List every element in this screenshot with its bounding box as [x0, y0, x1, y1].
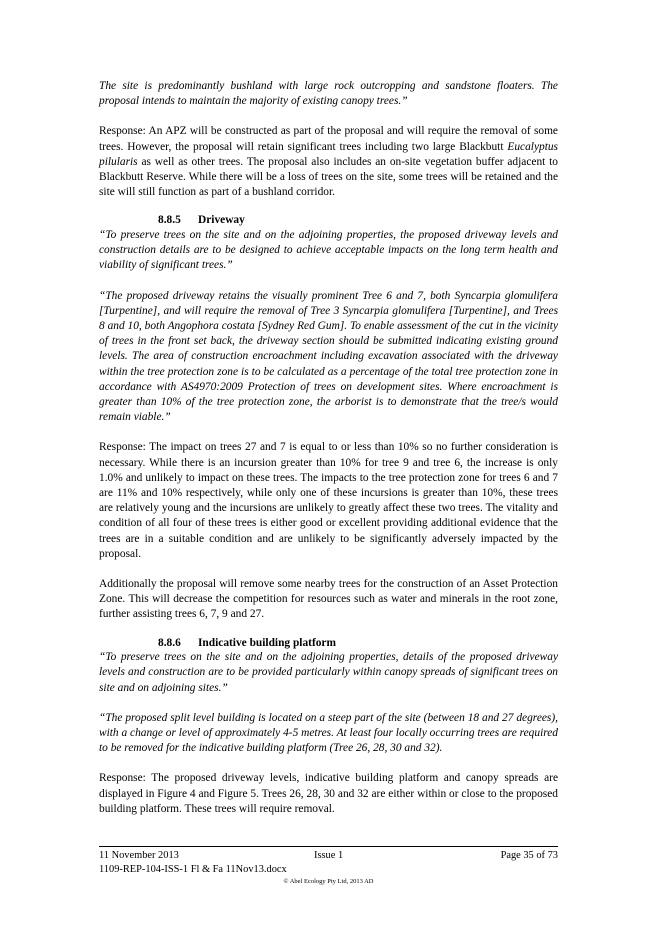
response-text-part2: as well as other trees. The proposal also includes an on-site vegetation buffer adjacent to Blackbutt Reserve. While there will be a loss of trees on the site, some trees will be retained and the site will still function as part of a bushland corridor.	[99, 155, 558, 199]
driveway-quote: “The proposed driveway retains the visually prominent Tree 6 and 7, both Syncarpia glomulifera [Turpentine], and will require the removal of Tree 3 Syncarpia glomulifera [Turpentine], and Trees 8 and 10, both Angophora costata [Sydney Red Gum]. To enable assessment of the cut in the vicinity of trees in the front set back, the driveway section should be submitted indicating existing ground levels. The area of construction encroachment including excavation associated with the driveway within the tree protection zone is to be calculated as a percentage of the total tree protection zone in accordance with AS4970:2009 Protection of trees on development sites. Where encroachment is greater than 10% of the tree protection zone, the arborist is to demonstrate that the tree/s would remain viable.”	[99, 289, 558, 424]
building-response: Response: The proposed driveway levels, indicative building platform and canopy spreads are displayed in Figure 4 and Figure 5. Trees 26, 28, 30 and 32 are either within or close to the proposed building platform. These trees will require removal.	[99, 772, 558, 815]
footer-filename: 1109-REP-104-ISS-1 Fl & Fa 11Nov13.docx	[99, 864, 287, 875]
section-heading-driveway	[99, 213, 558, 228]
section-heading-building-platform	[99, 636, 558, 651]
driveway-response: Response: The impact on trees 27 and 7 is equal to or less than 10% so no further consideration is necessary. While there is an incursion greater than 10% for tree 9 and tree 6, the increase is only 1.0% and unlikely to impact on these trees. The impacts to the tree protection zone for trees 6 and 7 are 11% and 10% respectively, while only one of these incursions is greater than 10%, these trees are relatively young and the incursions are unlikely to greatly affect these two trees. The vitality and condition of all four of these trees is either good or excellent providing additional evidence that the trees are in a suitable condition and are unlikely to be significantly adversely impacted by the proposal.	[99, 441, 558, 560]
driveway-requirement: “To preserve trees on the site and on the adjoining properties, the proposed driveway levels and construction details are to be designed to achieve acceptable impacts on the long term health and viability of significant trees.”	[99, 228, 558, 272]
footer-date: 11 November 2013	[99, 850, 179, 861]
building-requirement: “To preserve trees on the site and on the adjoining properties, details of the proposed driveway levels and construction are to be provided particularly within canopy spreads of significant trees on site and on adjoining sites.”	[99, 651, 558, 694]
footer-page-number: Page 35 of 73	[500, 850, 558, 861]
intro-quote: The site is predominantly bushland with large rock outcropping and sandstone floaters. The proposal intends to maintain the majority of existing canopy trees.”	[99, 80, 558, 108]
response-text-part1: Response: An APZ will be constructed as part of the proposal and will require the removal of some trees. However, the proposal will retain significant trees including two large Blackbutt	[99, 125, 558, 153]
species-name: Eucalyptus pilularis	[99, 140, 558, 168]
page-body	[99, 79, 558, 817]
section-number: 8.8.6	[158, 636, 181, 649]
response-paragraph	[99, 124, 558, 200]
driveway-additional: Additionally the proposal will remove some nearby trees for the construction of an Asset Protection Zone. This will decrease the competition for resources such as water and minerals in the root zone, further assisting trees 6, 7, 9 and 27.	[99, 577, 558, 621]
footer-divider	[99, 846, 558, 847]
building-quote: “The proposed split level building is located on a steep part of the site (between 18 and 27 degrees), with a change or level of approximately 4-5 metres. At least four locally occurring trees are required to be removed for the indicative building platform (Tree 26, 28, 30 and 32).	[99, 711, 558, 755]
section-number: 8.8.5	[158, 214, 181, 227]
section-title: Driveway	[198, 214, 245, 227]
footer-issue: Issue 1	[314, 850, 344, 861]
section-title: Indicative building platform	[198, 636, 336, 649]
footer-copyright: © Abel Ecology Pty Ltd, 2013 AD	[283, 878, 374, 885]
